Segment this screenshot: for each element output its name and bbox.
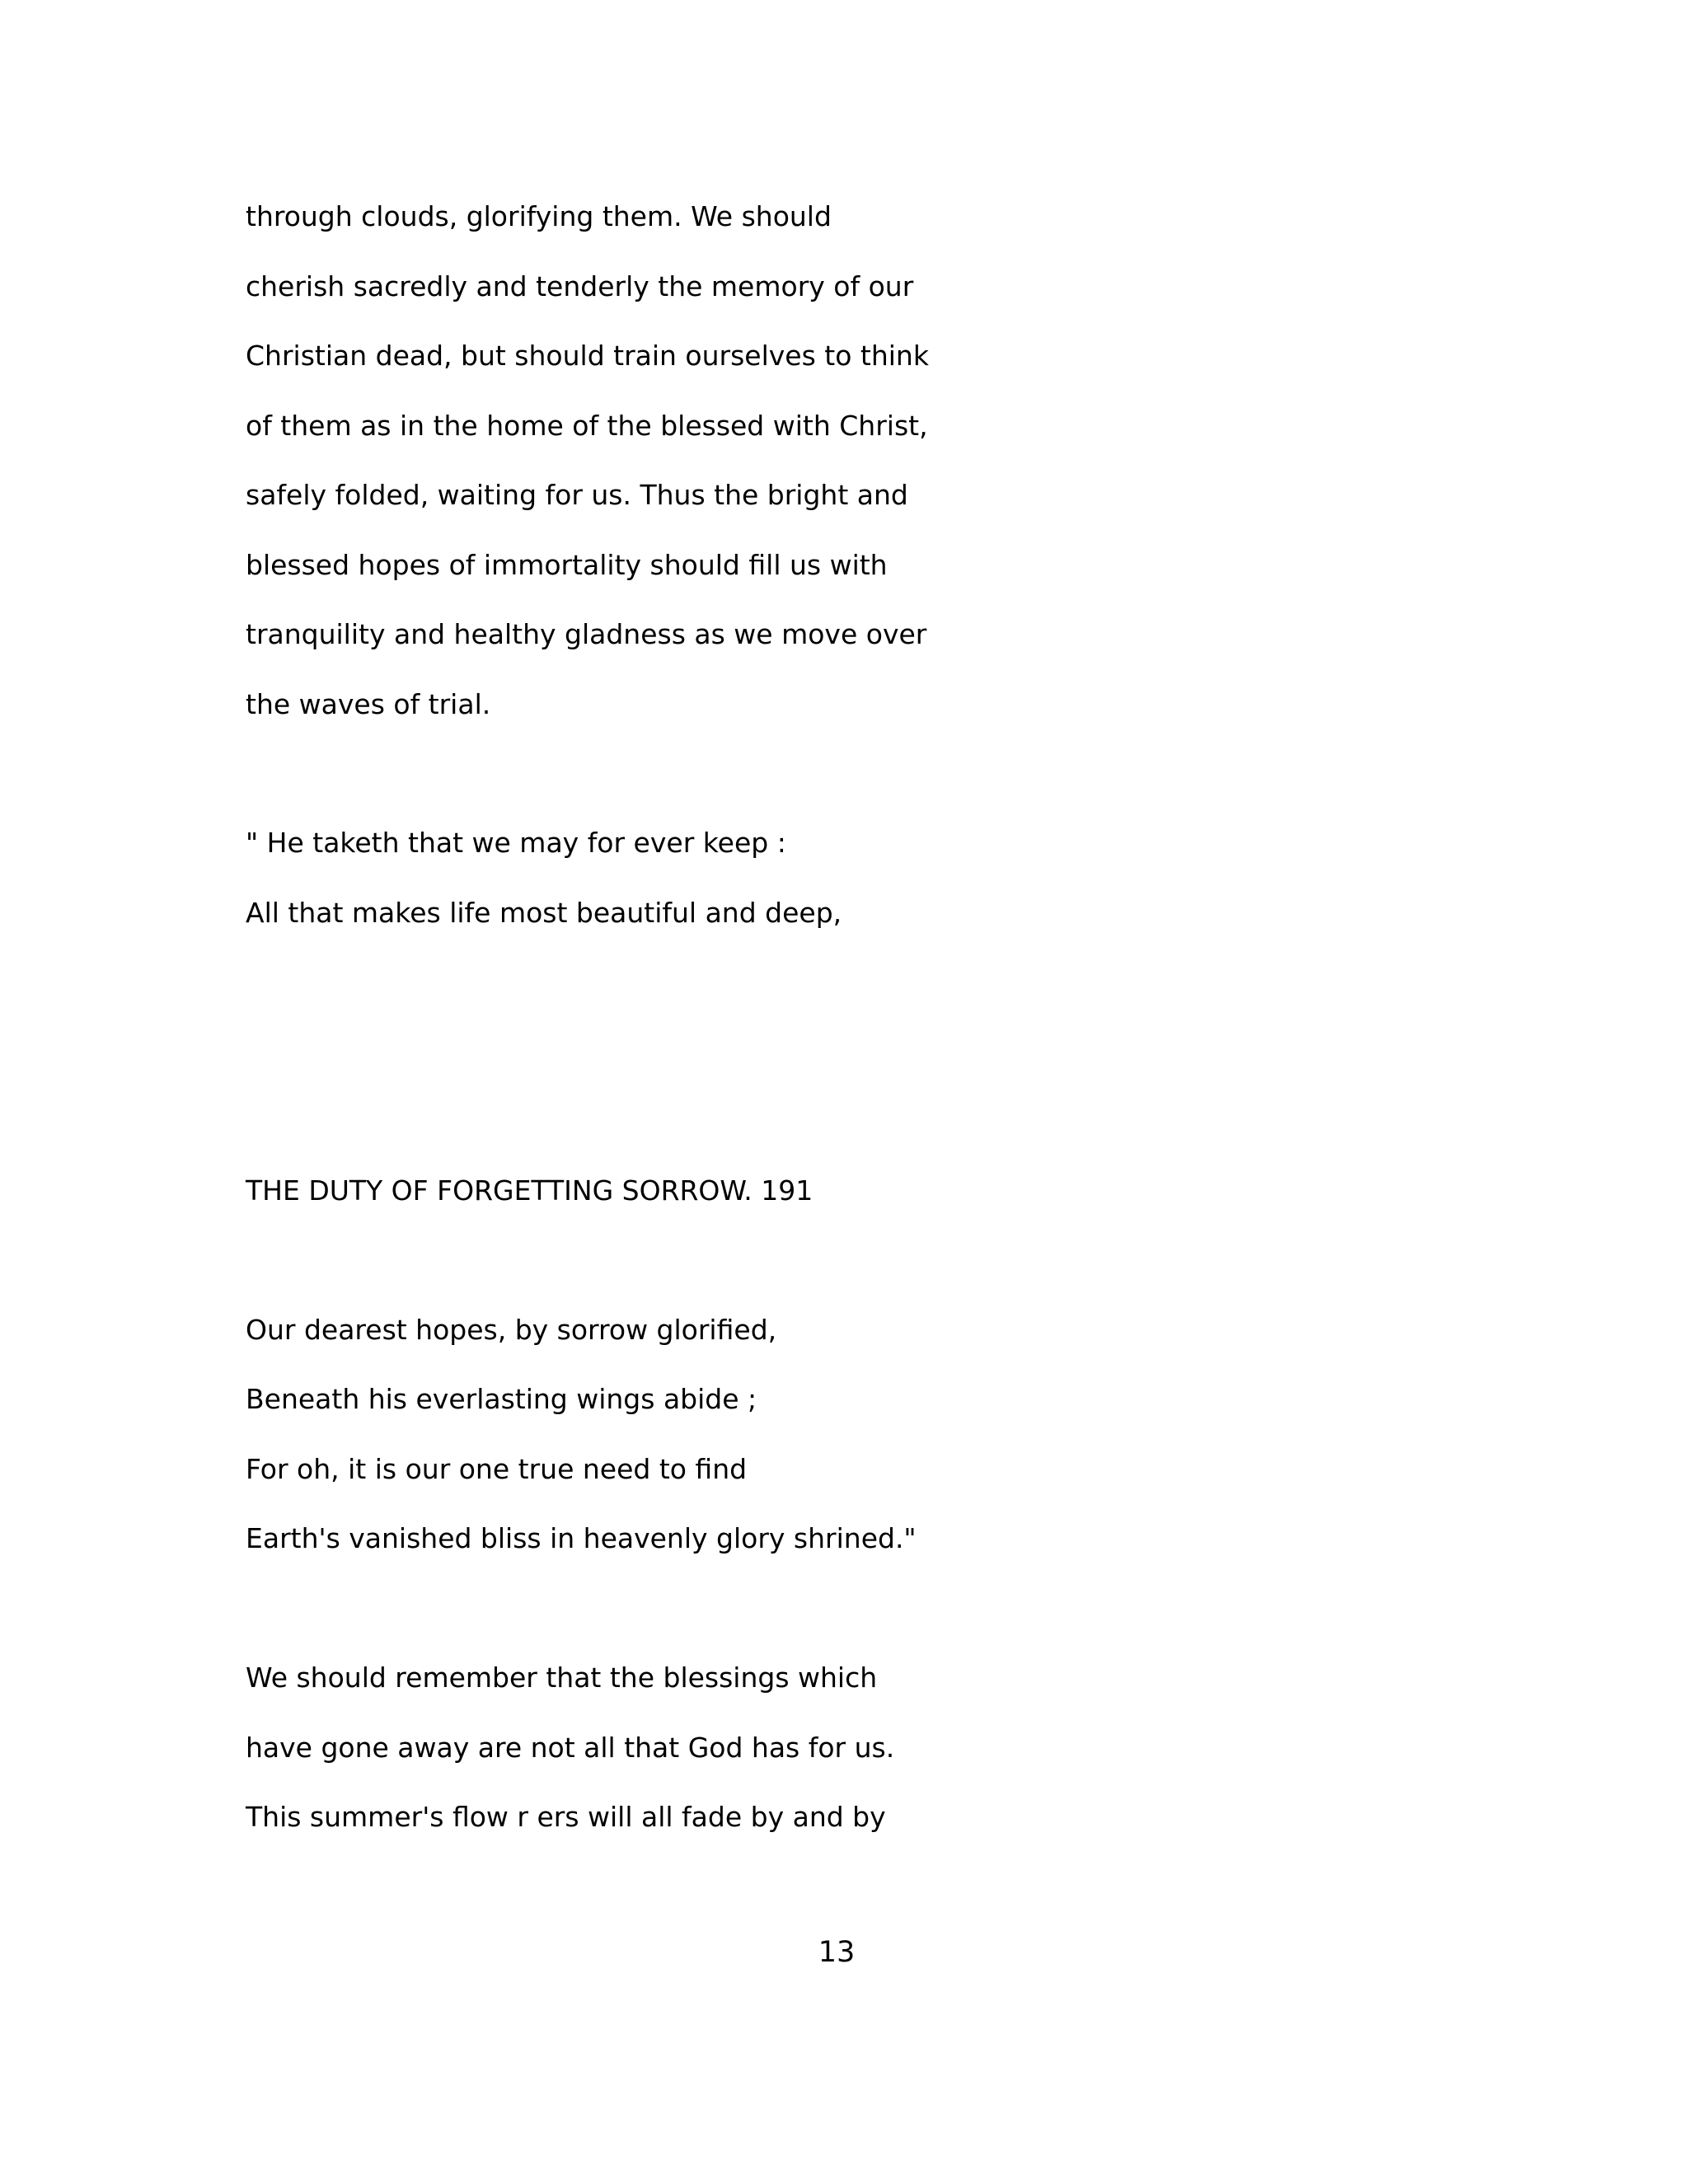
poem-line: Our dearest hopes, by sorrow glorified, [246, 1314, 777, 1346]
text-line: the waves of trial. [246, 688, 491, 720]
text-line: have gone away are not all that God has for us. [246, 1732, 895, 1764]
poem-line: Earth's vanished bliss in heavenly glory shrined." [246, 1522, 917, 1554]
text-line: Christian dead, but should train ourselves to think [246, 340, 929, 372]
text-line: of them as in the home of the blessed with Christ, [246, 410, 928, 442]
text-line: cherish sacredly and tenderly the memory of our [246, 270, 914, 302]
text-line: We should remember that the blessings which [246, 1661, 878, 1694]
poem-line: For oh, it is our one true need to find [246, 1453, 748, 1485]
running-header: THE DUTY OF FORGETTING SORROW. 191 [246, 1174, 814, 1207]
text-line: This summer's flow r ers will all fade by and by [246, 1801, 886, 1833]
text-line: through clouds, glorifying them. We should [246, 200, 832, 232]
text-line: blessed hopes of immortality should fill us with [246, 549, 888, 581]
text-line: safely folded, waiting for us. Thus the bright and [246, 479, 908, 511]
text-line: tranquility and healthy gladness as we move over [246, 618, 927, 650]
page-number: 13 [818, 1936, 856, 1969]
poem-line: " He taketh that we may for ever keep : [246, 827, 786, 859]
poem-line: All that makes life most beautiful and deep, [246, 897, 842, 929]
poem-line: Beneath his everlasting wings abide ; [246, 1383, 757, 1415]
